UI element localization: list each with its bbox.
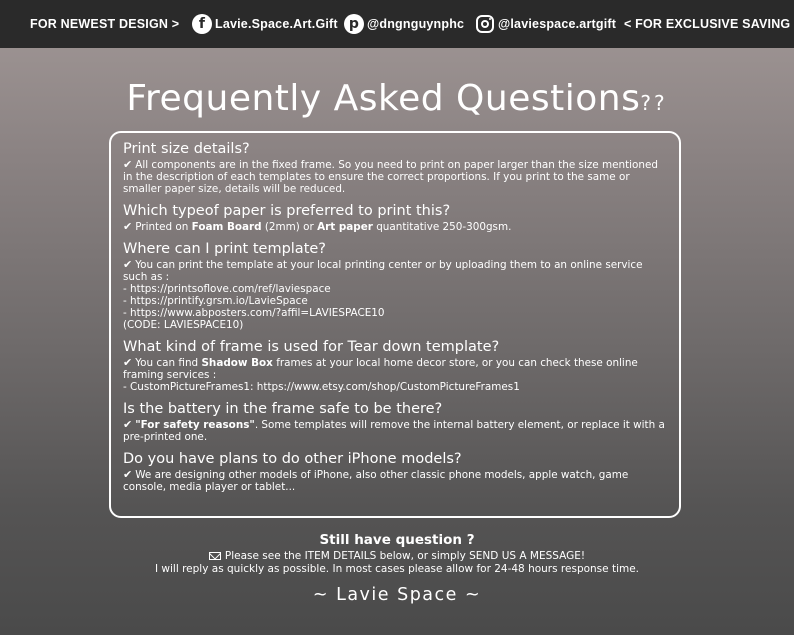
faq-answer: [123, 419, 667, 443]
contact-line-1: [0, 550, 794, 563]
print-service-links[interactable]: - https://printsoflove.com/ref/laviespace - https://printify.grsm.io/LavieSpace - https://www.abposters.com/?affil=LAVIESPACE10 (CODE: LAVIESPACE10): [123, 283, 385, 331]
exclusive-saving-link[interactable]: [624, 0, 790, 48]
top-bar: [0, 0, 794, 48]
facebook-handle: Lavie.Space.Art.Gift: [215, 17, 338, 31]
faq-question: Where can I print template?: [123, 241, 326, 257]
answer-bold: "For safety reasons": [135, 419, 255, 431]
faq-question: Which typeof paper is preferred to print this?: [123, 203, 451, 219]
faq-item-battery: [123, 400, 667, 443]
framing-service-link[interactable]: - CustomPictureFrames1: https://www.etsy.com/shop/CustomPictureFrames1: [123, 381, 520, 393]
instagram-handle: @laviespace.artgift: [498, 17, 617, 31]
instagram-icon: [476, 15, 494, 33]
faq-item-paper: [123, 202, 667, 233]
contact-info: [0, 550, 794, 576]
instagram-link[interactable]: [476, 0, 616, 48]
answer-text: All components are in the fixed frame. So you need to print on paper larger than the size mentioned in the description of each templates to ensure the correct proportions. If you print to the same or smaller paper size, details will be reduced.: [123, 159, 658, 195]
faq-question: Do you have plans to do other iPhone models?: [123, 451, 462, 467]
contact-message: Please see the ITEM DETAILS below, or simply SEND US A MESSAGE!: [224, 550, 586, 562]
check-icon: ✔: [123, 418, 133, 431]
faq-question: Is the battery in the frame safe to be there?: [123, 401, 443, 417]
faq-question: Print size details?: [123, 141, 250, 157]
faq-answer: [123, 469, 667, 493]
facebook-link[interactable]: [192, 0, 338, 48]
exclusive-saving-text: < FOR EXCLUSIVE SAVING: [624, 17, 791, 31]
faq-answer: [123, 159, 667, 195]
title-text: Frequently Asked Questions: [126, 78, 641, 119]
pinterest-link[interactable]: [344, 0, 464, 48]
newest-design-link[interactable]: [30, 0, 179, 48]
answer-text: frames at your local home decor store, or you can check these online framing services :: [123, 357, 638, 381]
pinterest-icon: p: [344, 14, 364, 34]
faq-box: [109, 131, 681, 518]
faq-answer: [123, 357, 667, 381]
answer-text: (2mm) or: [261, 221, 318, 233]
faq-item-print-size: [123, 140, 667, 195]
faq-answer: [123, 259, 667, 283]
facebook-icon: f: [192, 14, 212, 34]
check-icon: ✔: [123, 468, 133, 481]
pinterest-handle: @dngnguynphc: [367, 17, 465, 31]
faq-item-other-models: [123, 450, 667, 493]
check-icon: ✔: [123, 158, 133, 171]
answer-bold: Shadow Box: [201, 357, 273, 369]
answer-text: . Some templates will remove the internal battery element, or replace it with a pre-printed one.: [123, 419, 665, 443]
contact-line-2: I will reply as quickly as possible. In most cases please allow for 24-48 hours response time.: [154, 563, 640, 575]
check-icon: ✔: [123, 220, 133, 233]
faq-answer: [123, 221, 667, 233]
answer-text: We are designing other models of iPhone, also other classic phone models, apple watch, game console, media player or tablet...: [123, 469, 629, 493]
faq-item-frame: [123, 338, 667, 393]
answer-text: You can print the template at your local printing center or by uploading them to an online service such as :: [123, 259, 643, 283]
faq-item-where-print: [123, 240, 667, 331]
answer-bold: Foam Board: [191, 221, 262, 233]
answer-text: quantitative 250-300gsm.: [372, 221, 512, 233]
answer-text: Printed on: [135, 221, 192, 233]
page-title: [0, 78, 794, 119]
mail-icon: [209, 552, 221, 560]
check-icon: ✔: [123, 356, 133, 369]
title-question-marks: ??: [640, 91, 668, 115]
answer-text: You can find: [135, 357, 202, 369]
still-have-question: Still have question ?: [319, 532, 475, 548]
faq-question: What kind of frame is used for Tear down template?: [123, 339, 500, 355]
newest-design-text: FOR NEWEST DESIGN >: [30, 17, 180, 31]
brand-signature: ~ Lavie Space ~: [312, 585, 482, 605]
check-icon: ✔: [123, 258, 133, 271]
answer-bold: Art paper: [317, 221, 373, 233]
